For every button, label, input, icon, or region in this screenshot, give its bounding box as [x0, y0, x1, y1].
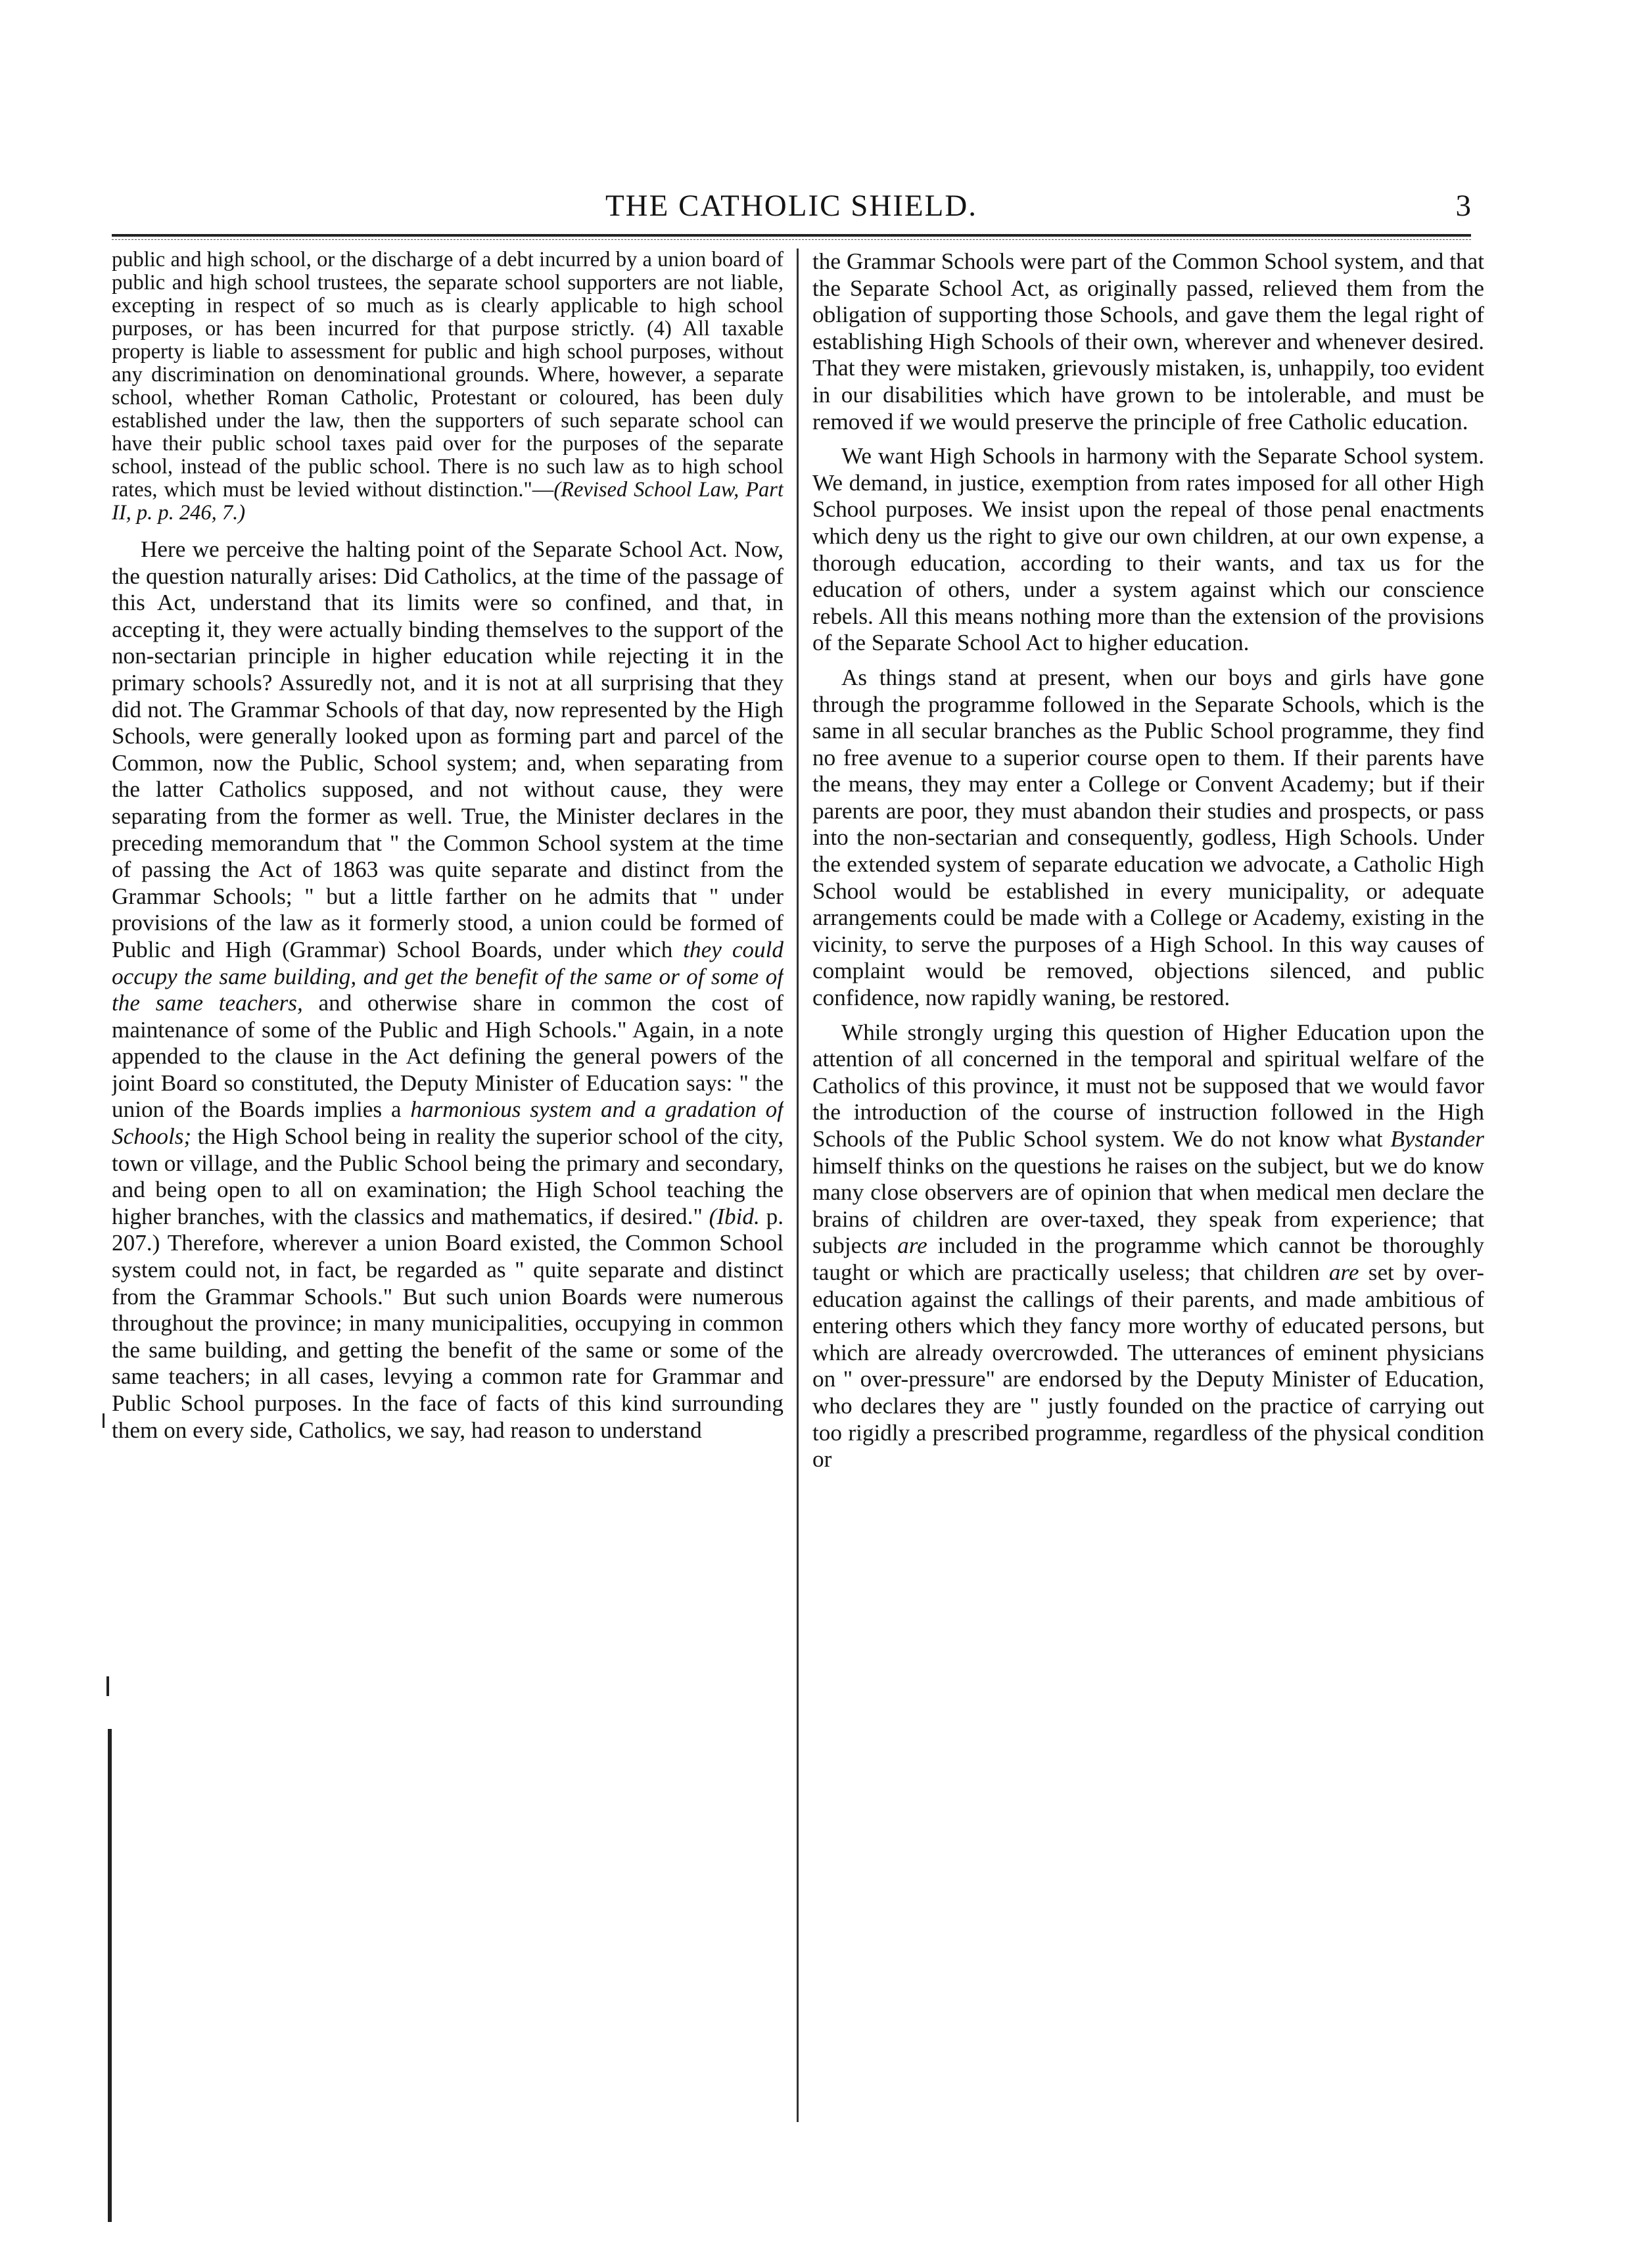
italic-run: they could occupy the same building, and get the benefit of the same or of some of the same teachers, [112, 936, 784, 1016]
text-run: While strongly urging this question of Higher Education upon the attention of all concerned in the temporal and spiritual welfare of the Catholics of this province, it must not be supposed that we would favor the introduction of the course of instruction followed in the High Schools of the Public School system. We do not know what [812, 1019, 1484, 1152]
masthead [112, 188, 1471, 229]
scan-mark [108, 1729, 112, 2222]
quoted-passage [112, 248, 784, 525]
paragraph-higher-education [812, 1020, 1484, 1473]
quote-citation: (Revised School Law, Part II, p. p. 246, 7.) [112, 478, 784, 525]
text-run: himself thinks on the questions he raises on the subject, but we do know many close observers are of opinion that when medical men declare the brains of children are over-taxed, they speak from experience; that subjects [812, 1152, 1484, 1259]
publication-title: THE CATHOLIC SHIELD. [605, 189, 978, 223]
paragraph-high-schools: We want High Schools in harmony with the Separate School system. We demand, in justice, exemption from rates imposed for all other High School purposes. We insist upon the repeal of those penal enactments which deny us the right to give our own children, at our own expense, a thorough education, according to their wants, and tax us for the education of others, under a system against which our conscience rebels. All this means nothing more than the extension of the provisions of the Separate School Act to higher education. [812, 443, 1484, 656]
left-column [112, 248, 784, 2129]
italic-run: are [1328, 1259, 1359, 1285]
italic-run: harmonious system and a gradation of Schools; [112, 1097, 784, 1150]
header-rule [112, 234, 1471, 237]
scan-mark [103, 1413, 105, 1428]
text-run: and otherwise share in common the cost of maintenance of some of the Public and High Schools." Again, in a note appended to the clause in the Act defining the general powers of the joint Board so constituted, the Deputy Minister of Education says: " the union of the Boards implies a [112, 990, 784, 1123]
scan-mark [106, 1676, 109, 1696]
italic-run: are [897, 1233, 927, 1259]
text-run: Here we perceive the halting point of the Separate School Act. Now, the question naturally arises: Did Catholics, at the time of the passage of this Act, understand that its limits were so confined, and that, in accepting it, they were actually binding themselves to the support of the non-sectarian principle in higher education while rejecting it in the primary schools? Assuredly not, and it is not at all surprising that they did not. The Grammar Schools of that day, now represented by the High Schools, were generally looked upon as forming part and parcel of the Common, now the Public, School system; and, when separating from the latter Catholics supposed, and not without cause, they were separating from the former as well. True, the Minister declares in the preceding memorandum that " the Common School system at the time of passing the Act of 1863 was quite separate and distinct from the Grammar Schools; " but a little farther on he admits that " under provisions of the law as it formerly stood, a union could be formed of Public and High (Grammar) School Boards, under which [112, 536, 784, 962]
text-run: p. 207.) Therefore, wherever a union Board existed, the Common School system could not, in fact, be regarded as " quite separate and distinct from the Grammar Schools." But such union Boards were numerous throughout the province; in many municipalities, occupying in common the same building, and getting the benefit of the same or some of the same teachers; in all cases, levying a common rate for Grammar and Public School purposes. In the face of facts of this kind surrounding them on every side, Catholics, we say, had reason to understand [112, 1203, 784, 1443]
text-run: included in the programme which cannot be thoroughly taught or which are practically useless; that children [812, 1233, 1484, 1285]
header-rule-dashed [112, 239, 1471, 240]
italic-run: (Ibid. [709, 1203, 760, 1229]
text-run: the High School being in reality the superior school of the city, town or village, and the Public School being the primary and secondary, and being open to all on examination; the High School teaching the higher branches, with the classics and mathematics, if desired." [112, 1123, 784, 1229]
scan-margin-marks [99, 1413, 112, 2268]
page-number: 3 [1455, 189, 1471, 223]
paragraph-things-stand: As things stand at present, when our boys and girls have gone through the programme followed in the Separate Schools, which is the same in all secular branches as the Public School programme, they find no free avenue to a superior course open to them. If their parents have the means, they may enter a College or Convent Academy; but if their parents are poor, they must abandon their studies and prospects, or pass into the non-sectarian and consequently, godless, High Schools. Under the extended system of separate education we advocate, a Catholic High School would be established in every municipality, or adequate arrangements could be made with a College or Academy, existing in the vicinity, to serve the purposes of a High School. In this way causes of complaint would be removed, objections silenced, and public confidence, now rapidly waning, be restored. [812, 664, 1484, 1011]
paragraph-halting-point [112, 536, 784, 1444]
right-column [812, 248, 1484, 2129]
italic-run: Bystander [1390, 1126, 1484, 1152]
text-run: set by over-education against the callings of their parents, and made ambitious of entering others which they fancy more worthy of educated persons, but which are already overcrowded. The utterances of eminent physicians on " over-pressure" are endorsed by the Deputy Minister of Education, who declares they are " justly founded on the practice of carrying out too rigidly a prescribed programme, regardless of the physical condition or [812, 1259, 1484, 1473]
quoted-text: public and high school, or the discharge of a debt incurred by a union board of public and high school trustees, the separate school supporters are not liable, excepting in respect of so much as is clearly applicable to high school purposes, or has been incurred for that purpose strictly. (4) All taxable property is liable to assessment for public and high school purposes, without any discrimination on denominational grounds. Where, however, a separate school, whether Roman Catholic, Protestant or coloured, has been duly established under the law, then the supporters of such separate school can have their public school taxes paid over for the purposes of the separate school, instead of the public school. There is no such law as to high school rates, which must be levied without distinction."— [112, 248, 784, 502]
paragraph-continued: the Grammar Schools were part of the Common School system, and that the Separate School Act, as originally passed, relieved them from the obligation of supporting those Schools, and gave them the legal right of establishing High Schools of their own, wherever and whenever desired. That they were mistaken, grievously mistaken, is, unhappily, too evident in our disabilities which have grown to be intolerable, and must be removed if we would preserve the principle of free Catholic education. [812, 248, 1484, 435]
column-divider [797, 248, 799, 2122]
